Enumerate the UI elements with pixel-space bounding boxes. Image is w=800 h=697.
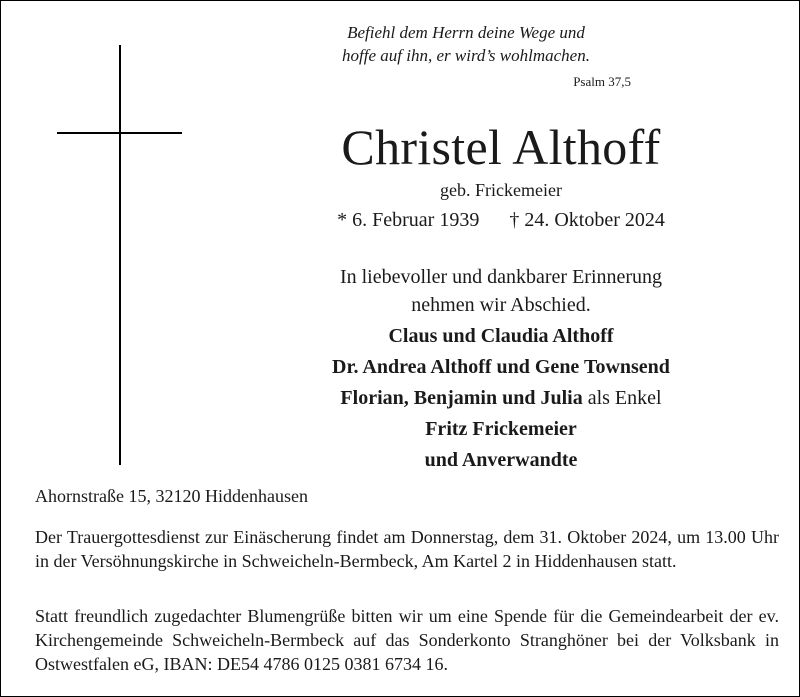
bible-verse <box>301 21 631 67</box>
farewell-intro <box>271 263 731 319</box>
mourner-line: Dr. Andrea Althoff und Gene Townsend <box>332 356 670 378</box>
intro-line-1: In liebevoller und dankbarer Erinnerung <box>339 266 663 288</box>
verse-line-1: Befiehl dem Herrn deine Wege und <box>347 23 585 42</box>
deceased-name: Christel Althoff <box>341 119 661 175</box>
donation-request: Statt freundlich zugedachter Blumengrüße bitten wir um eine Spende für die Gemeindearbeit der ev. Kirchengemeinde Schweicheln-Bermbeck auf das Sonderkonto Stranghöner bei der Volksbank in Ostwestfalen eG, IBAN: DE54 4786 0125 0381 6734 16. <box>35 606 779 674</box>
life-dates <box>271 206 731 234</box>
family-address: Ahornstraße 15, 32120 Hiddenhausen <box>35 486 308 506</box>
service-announcement: Der Trauergottesdienst zur Einäscherung findet am Donnerstag, dem 31. Oktober 2024, um 13.00 Uhr in der Versöhnungskirche in Schweicheln-Bermbeck, Am Kartel 2 in Hiddenhausen statt. <box>35 527 779 571</box>
verse-reference: Psalm 37,5 <box>573 74 631 89</box>
maiden-name: geb. Frickemeier <box>440 180 562 200</box>
mourner-line: Claus und Claudia Althoff <box>388 325 614 347</box>
intro-line-2: nehmen wir Abschied. <box>411 294 591 316</box>
mourners-list <box>271 321 731 476</box>
mourner-line: Fritz Frickemeier <box>425 418 577 440</box>
cross-icon-horizontal-bar <box>57 132 182 134</box>
cross-icon-vertical-bar <box>119 45 121 465</box>
death-date: † 24. Oktober 2024 <box>509 209 665 231</box>
grandchildren-suffix: als Enkel <box>587 387 662 409</box>
birth-date: * 6. Februar 1939 <box>337 209 480 231</box>
mourner-line-grandchildren <box>271 383 731 414</box>
mourner-line: und Anverwandte <box>424 449 578 471</box>
grandchildren-names: Florian, Benjamin und Julia <box>340 387 583 409</box>
verse-line-2: hoffe auf ihn, er wird’s wohlmachen. <box>342 46 590 65</box>
